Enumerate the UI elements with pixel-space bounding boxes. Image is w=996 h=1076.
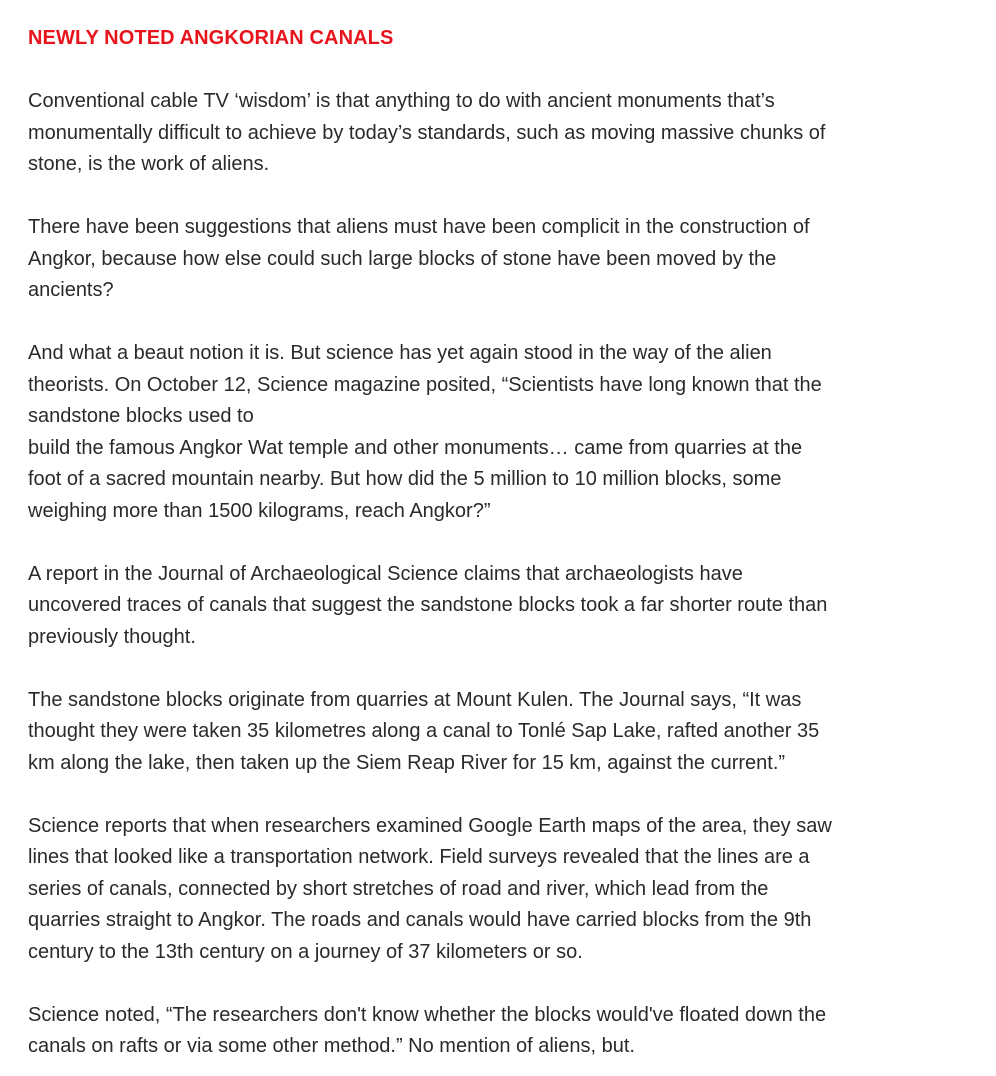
- paragraph-journal-report: A report in the Journal of Archaeological Science claims that archaeologists have uncovered traces of canals that suggest the sandstone blocks took a far shorter route than previously thought.: [28, 562, 828, 648]
- article-headline: NEWLY NOTED ANGKORIAN CANALS: [28, 27, 394, 49]
- article: [28, 24, 978, 1063]
- paragraph-angkor-suggestion: There have been suggestions that aliens must have been complicit in the construction of Angkor, because how else could such large blocks of stone have been moved by the ancients?: [28, 216, 810, 301]
- paragraph-conclusion: Science noted, “The researchers don't know whether the blocks would've floated down the canals on rafts or via some other method.” No mention of aliens, but.: [28, 1003, 827, 1057]
- paragraph-science-magazine: And what a beaut notion it is. But science has yet again stood in the way of the alien theorists. On October 12, Science magazine posited, “Scientists have long known that the sandstone blocks used to build the famous Angkor Wat temple and other monuments… came from quarries at the foot of a sacred mountain nearby. But how did the 5 million to 10 million blocks, some weighing more than 1500 kilograms, reach Angkor?”: [28, 342, 822, 522]
- paragraph-mount-kulen: The sandstone blocks originate from quarries at Mount Kulen. The Journal says, “It was thought they were taken 35 kilometres along a canal to Tonlé Sap Lake, rafted another 35 km along the lake, then taken up the Siem Reap River for 15 km, against the current.”: [28, 688, 820, 774]
- paragraph-aliens-wisdom: Conventional cable TV ‘wisdom’ is that anything to do with ancient monuments that’s monumentally difficult to achieve by today’s standards, such as moving massive chunks of stone, is the work of aliens.: [28, 90, 826, 175]
- paragraph-google-earth: Science reports that when researchers examined Google Earth maps of the area, they saw lines that looked like a transportation network. Field surveys revealed that the lines are a series of canals, connected by short stretches of road and river, which lead from the quarries straight to Angkor. The roads and canals would have carried blocks from the 9th century to the 13th century on a journey of 37 kilometers or so.: [28, 814, 832, 963]
